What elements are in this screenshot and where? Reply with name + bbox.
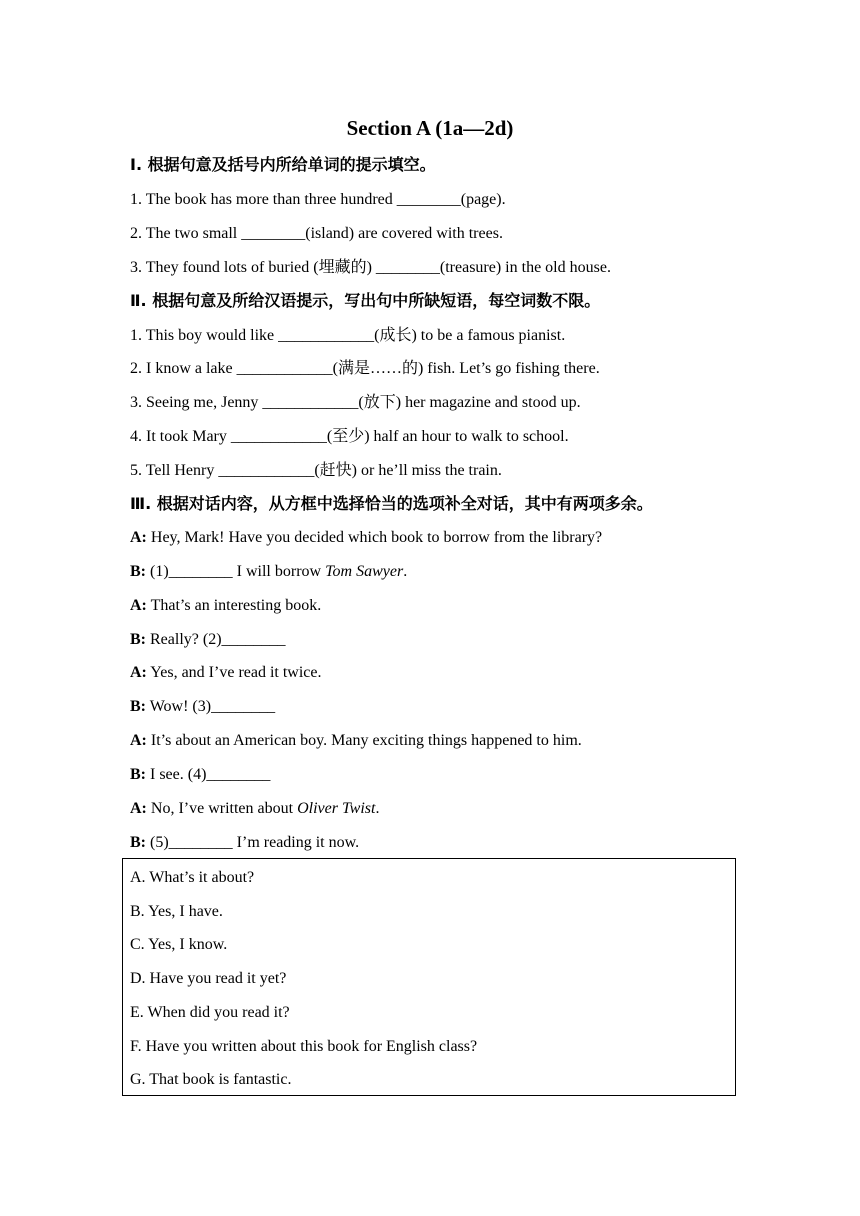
dialogue-line-3 <box>130 595 321 617</box>
dialogue-line-1 <box>130 527 602 549</box>
part2-question-4: 4. It took Mary ____________(至少) half an hour to walk to school. <box>130 428 569 445</box>
dialogue-text: Hey, Mark! Have you decided which book to borrow from the library? <box>146 529 603 546</box>
dialogue-text: Really? (2)________ <box>146 631 286 648</box>
part2-question-2: 2. I know a lake ____________(满是……的) fish. Let’s go fishing there. <box>130 360 600 377</box>
dialogue-line-9 <box>130 798 379 820</box>
book-title: Oliver Twist <box>297 800 376 817</box>
speaker-label: A: <box>130 597 147 614</box>
dialogue-line-7 <box>130 730 582 752</box>
part2-question-1: 1. This boy would like ____________(成长) to be a famous pianist. <box>130 327 566 344</box>
dialogue-text-end: . <box>375 800 380 817</box>
page-title: Section A (1a—2d) <box>346 116 514 140</box>
dialogue-text: It’s about an American boy. Many exciting things happened to him. <box>146 732 582 749</box>
dialogue-line-5 <box>130 662 322 684</box>
dialogue-text: That’s an interesting book. <box>146 597 322 614</box>
speaker-label: B: <box>130 698 146 715</box>
speaker-label: A: <box>130 800 147 817</box>
option-c: C. Yes, I know. <box>130 936 228 953</box>
speaker-label: A: <box>130 664 147 681</box>
option-a: A. What’s it about? <box>130 869 255 886</box>
dialogue-line-8 <box>130 764 270 786</box>
option-d: D. Have you read it yet? <box>130 970 287 987</box>
speaker-label: B: <box>130 766 146 783</box>
dialogue-line-6 <box>130 696 275 718</box>
speaker-label: B: <box>130 563 146 580</box>
dialogue-text: (5)________ I’m reading it now. <box>146 834 360 851</box>
speaker-label: A: <box>130 529 147 546</box>
dialogue-text-end: . <box>403 563 408 580</box>
dialogue-text: (1)________ I will borrow <box>146 563 326 580</box>
dialogue-text: No, I’ve written about <box>146 800 298 817</box>
option-g: G. That book is fantastic. <box>130 1071 292 1088</box>
part3-heading: Ⅲ. 根据对话内容，从方框中选择恰当的选项补全对话，其中有两项多余。 <box>130 494 653 513</box>
part2-question-5: 5. Tell Henry ____________(赶快) or he’ll miss the train. <box>130 462 502 479</box>
dialogue-text: Wow! (3)________ <box>146 698 276 715</box>
part1-heading: Ⅰ. 根据句意及括号内所给单词的提示填空。 <box>130 155 436 174</box>
speaker-label: A: <box>130 732 147 749</box>
dialogue-text: Yes, and I’ve read it twice. <box>146 664 322 681</box>
options-box <box>122 858 736 1096</box>
dialogue-line-2 <box>130 561 407 583</box>
part2-heading: Ⅱ. 根据句意及所给汉语提示，写出句中所缺短语，每空词数不限。 <box>130 291 601 310</box>
part2-question-3: 3. Seeing me, Jenny ____________(放下) her magazine and stood up. <box>130 394 581 411</box>
part1-question-2: 2. The two small ________(island) are covered with trees. <box>130 225 503 242</box>
speaker-label: B: <box>130 834 146 851</box>
dialogue-line-4 <box>130 629 286 651</box>
option-b: B. Yes, I have. <box>130 903 223 920</box>
dialogue-line-10 <box>130 832 359 854</box>
dialogue-text: I see. (4)________ <box>146 766 271 783</box>
book-title: Tom Sawyer <box>325 563 404 580</box>
option-e: E. When did you read it? <box>130 1004 290 1021</box>
part1-question-3: 3. They found lots of buried (埋藏的) ________(treasure) in the old house. <box>130 259 611 276</box>
option-f: F. Have you written about this book for English class? <box>130 1038 478 1055</box>
part1-question-1: 1. The book has more than three hundred ________(page). <box>130 191 506 208</box>
speaker-label: B: <box>130 631 146 648</box>
